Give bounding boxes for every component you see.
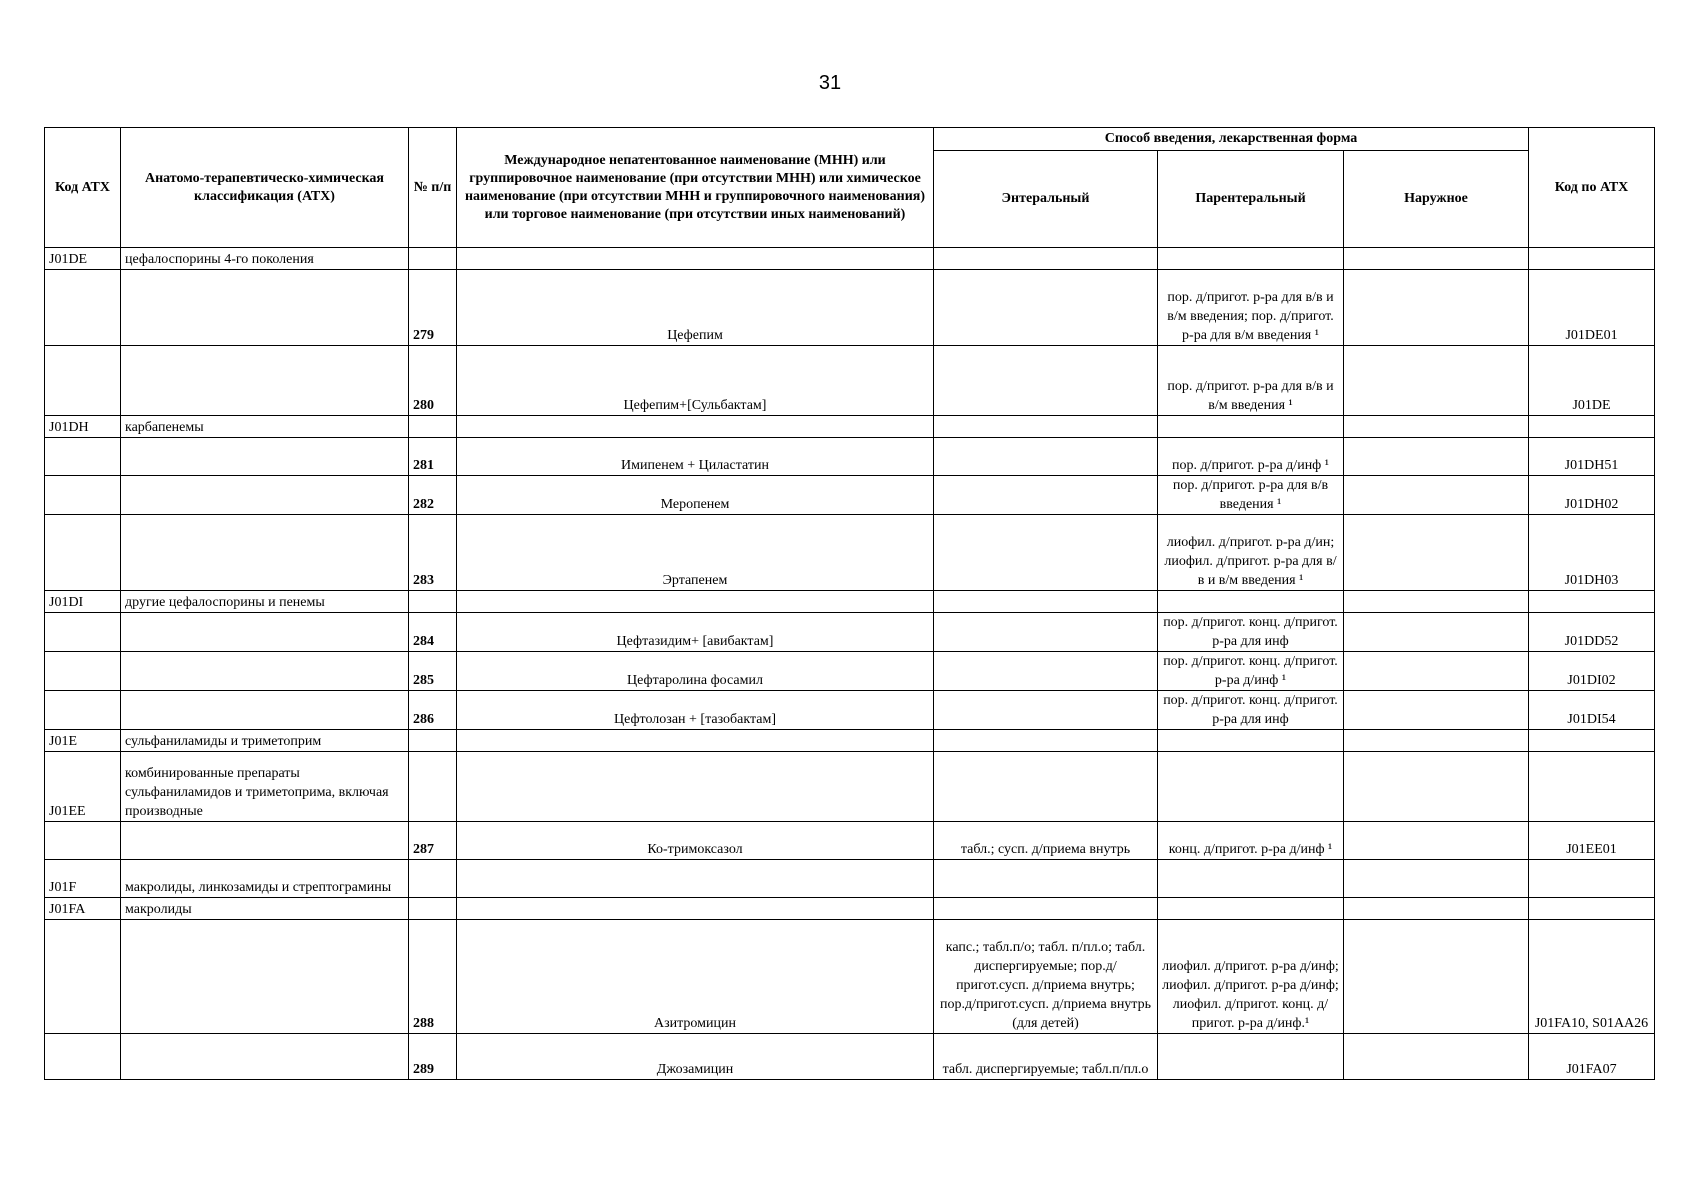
header-code: Код АТХ: [45, 128, 121, 248]
row-atx-code: J01DI54: [1529, 691, 1655, 730]
row-number: [409, 248, 457, 270]
header-parenteral: Парентеральный: [1158, 151, 1344, 248]
row-name: Цефепим+[Сульбактам]: [457, 346, 934, 416]
row-number: [409, 752, 457, 822]
row-number: [409, 591, 457, 613]
row-classification: макролиды: [121, 898, 409, 920]
table-row: [45, 652, 1655, 691]
row-number: [409, 860, 457, 898]
table-row: [45, 613, 1655, 652]
row-number: 282: [409, 476, 457, 515]
row-name: Меропенем: [457, 476, 934, 515]
header-classification: Анатомо-терапевтическо-химическая классификация (АТХ): [121, 128, 409, 248]
row-code: [45, 438, 121, 476]
row-number: [409, 416, 457, 438]
row-external: [1344, 346, 1529, 416]
row-atx-code: J01DE01: [1529, 270, 1655, 346]
row-external: [1344, 515, 1529, 591]
row-parenteral: [1158, 248, 1344, 270]
row-code: J01E: [45, 730, 121, 752]
row-external: [1344, 476, 1529, 515]
row-atx-code: [1529, 248, 1655, 270]
row-enteral: [934, 515, 1158, 591]
table-row: [45, 730, 1655, 752]
row-enteral: [934, 652, 1158, 691]
table-row: [45, 591, 1655, 613]
row-code: [45, 691, 121, 730]
row-number: 284: [409, 613, 457, 652]
row-external: [1344, 920, 1529, 1034]
row-enteral: [934, 691, 1158, 730]
row-classification: [121, 438, 409, 476]
row-external: [1344, 591, 1529, 613]
row-code: J01EE: [45, 752, 121, 822]
table-row: [45, 270, 1655, 346]
row-enteral: [934, 898, 1158, 920]
row-parenteral: [1158, 416, 1344, 438]
row-classification: другие цефалоспорины и пенемы: [121, 591, 409, 613]
row-parenteral: пор. д/пригот. р-ра для в/в введения ¹: [1158, 476, 1344, 515]
row-classification: [121, 270, 409, 346]
row-parenteral: пор. д/пригот. конц. д/пригот. р-ра для инф: [1158, 613, 1344, 652]
row-classification: [121, 652, 409, 691]
row-external: [1344, 752, 1529, 822]
row-code: [45, 346, 121, 416]
row-parenteral: [1158, 730, 1344, 752]
row-classification: [121, 822, 409, 860]
row-parenteral: пор. д/пригот. р-ра для в/в и в/м введения; пор. д/пригот. р-ра для в/м введения ¹: [1158, 270, 1344, 346]
header-name: Международное непатентованное наименование (МНН) или группировочное наименование (при отсутствии МНН) или химическое наименование (при отсутствии МНН и группировочного наименования) или торговое наименование (при отсутствии иных наименований): [457, 128, 934, 248]
table-row: [45, 346, 1655, 416]
row-atx-code: [1529, 591, 1655, 613]
header-enteral: Энтеральный: [934, 151, 1158, 248]
row-code: J01FA: [45, 898, 121, 920]
row-atx-code: [1529, 416, 1655, 438]
row-atx-code: J01FA10, S01AA26: [1529, 920, 1655, 1034]
row-name: [457, 752, 934, 822]
row-atx-code: [1529, 898, 1655, 920]
row-parenteral: пор. д/пригот. конц. д/пригот. р-ра для инф: [1158, 691, 1344, 730]
table-row: [45, 1034, 1655, 1080]
row-atx-code: J01DH03: [1529, 515, 1655, 591]
table-row: [45, 438, 1655, 476]
table-row: [45, 822, 1655, 860]
row-enteral: капс.; табл.п/о; табл. п/пл.о; табл. диспергируемые; пор.д/пригот.сусп. д/приема внутрь; пор.д/пригот.сусп. д/приема внутрь (для детей): [934, 920, 1158, 1034]
row-atx-code: J01EE01: [1529, 822, 1655, 860]
row-code: [45, 515, 121, 591]
row-number: 289: [409, 1034, 457, 1080]
row-code: J01F: [45, 860, 121, 898]
row-parenteral: лиофил. д/пригот. р-ра д/ин; лиофил. д/пригот. р-ра для в/в и в/м введения ¹: [1158, 515, 1344, 591]
row-enteral: [934, 270, 1158, 346]
row-code: [45, 822, 121, 860]
row-enteral: [934, 860, 1158, 898]
row-atx-code: [1529, 730, 1655, 752]
row-enteral: [934, 248, 1158, 270]
header-atx-code: Код по АТХ: [1529, 128, 1655, 248]
row-code: [45, 613, 121, 652]
row-parenteral: [1158, 752, 1344, 822]
header-external: Наружное: [1344, 151, 1529, 248]
row-parenteral: пор. д/пригот. конц. д/пригот. р-ра д/инф ¹: [1158, 652, 1344, 691]
row-enteral: [934, 346, 1158, 416]
row-atx-code: J01DI02: [1529, 652, 1655, 691]
table-row: [45, 248, 1655, 270]
row-name: Джозамицин: [457, 1034, 934, 1080]
row-enteral: [934, 591, 1158, 613]
row-atx-code: J01DD52: [1529, 613, 1655, 652]
row-classification: макролиды, линкозамиды и стрептограмины: [121, 860, 409, 898]
row-classification: [121, 920, 409, 1034]
row-name: [457, 416, 934, 438]
row-parenteral: [1158, 898, 1344, 920]
row-external: [1344, 822, 1529, 860]
row-parenteral: [1158, 1034, 1344, 1080]
row-enteral: [934, 730, 1158, 752]
row-classification: [121, 476, 409, 515]
row-code: [45, 652, 121, 691]
row-enteral: табл.; сусп. д/приема внутрь: [934, 822, 1158, 860]
row-atx-code: J01DE: [1529, 346, 1655, 416]
row-code: J01DI: [45, 591, 121, 613]
row-enteral: [934, 416, 1158, 438]
row-external: [1344, 730, 1529, 752]
row-number: 280: [409, 346, 457, 416]
row-code: [45, 920, 121, 1034]
row-number: 281: [409, 438, 457, 476]
row-atx-code: J01DH51: [1529, 438, 1655, 476]
row-external: [1344, 248, 1529, 270]
row-number: [409, 730, 457, 752]
row-number: 288: [409, 920, 457, 1034]
row-parenteral: пор. д/пригот. р-ра для в/в и в/м введения ¹: [1158, 346, 1344, 416]
row-number: 283: [409, 515, 457, 591]
row-enteral: табл. диспергируемые; табл.п/пл.о: [934, 1034, 1158, 1080]
row-parenteral: конц. д/пригот. р-ра д/инф ¹: [1158, 822, 1344, 860]
row-number: 285: [409, 652, 457, 691]
row-name: Цефепим: [457, 270, 934, 346]
table-row: [45, 920, 1655, 1034]
row-name: Цефтолозан + [тазобактам]: [457, 691, 934, 730]
row-enteral: [934, 476, 1158, 515]
row-code: [45, 476, 121, 515]
row-name: Ко-тримоксазол: [457, 822, 934, 860]
row-external: [1344, 1034, 1529, 1080]
row-code: J01DH: [45, 416, 121, 438]
row-atx-code: [1529, 860, 1655, 898]
row-external: [1344, 270, 1529, 346]
row-classification: [121, 613, 409, 652]
row-external: [1344, 898, 1529, 920]
row-name: Эртапенем: [457, 515, 934, 591]
row-classification: [121, 1034, 409, 1080]
row-code: [45, 1034, 121, 1080]
table-row: [45, 752, 1655, 822]
row-classification: комбинированные препараты сульфаниламидов и триметоприма, включая производные: [121, 752, 409, 822]
row-atx-code: [1529, 752, 1655, 822]
header-route-group: Способ введения, лекарственная форма: [934, 128, 1529, 151]
row-classification: карбапенемы: [121, 416, 409, 438]
row-classification: сульфаниламиды и триметоприм: [121, 730, 409, 752]
row-parenteral: пор. д/пригот. р-ра д/инф ¹: [1158, 438, 1344, 476]
table-row: [45, 515, 1655, 591]
row-name: Имипенем + Циластатин: [457, 438, 934, 476]
row-external: [1344, 416, 1529, 438]
row-atx-code: J01DH02: [1529, 476, 1655, 515]
row-name: Цефтаролина фосамил: [457, 652, 934, 691]
row-number: 287: [409, 822, 457, 860]
row-name: [457, 591, 934, 613]
row-atx-code: J01FA07: [1529, 1034, 1655, 1080]
row-parenteral: [1158, 860, 1344, 898]
table-row: [45, 860, 1655, 898]
table-row: [45, 898, 1655, 920]
row-name: [457, 898, 934, 920]
row-parenteral: лиофил. д/пригот. р-ра д/инф; лиофил. д/пригот. р-ра д/инф; лиофил. д/пригот. конц. д/пригот. р-ра д/инф.¹: [1158, 920, 1344, 1034]
row-code: J01DE: [45, 248, 121, 270]
table-row: [45, 691, 1655, 730]
table-row: [45, 416, 1655, 438]
row-name: Цефтазидим+ [авибактам]: [457, 613, 934, 652]
row-enteral: [934, 613, 1158, 652]
row-classification: цефалоспорины 4-го поколения: [121, 248, 409, 270]
row-external: [1344, 652, 1529, 691]
row-name: Азитромицин: [457, 920, 934, 1034]
header-number: № п/п: [409, 128, 457, 248]
row-classification: [121, 346, 409, 416]
drug-table: [44, 127, 1655, 1080]
row-parenteral: [1158, 591, 1344, 613]
row-enteral: [934, 438, 1158, 476]
row-name: [457, 730, 934, 752]
row-classification: [121, 691, 409, 730]
row-number: [409, 898, 457, 920]
table-row: [45, 476, 1655, 515]
row-code: [45, 270, 121, 346]
row-external: [1344, 438, 1529, 476]
row-name: [457, 860, 934, 898]
row-number: 279: [409, 270, 457, 346]
row-external: [1344, 860, 1529, 898]
row-name: [457, 248, 934, 270]
page-number: 31: [818, 72, 842, 94]
row-classification: [121, 515, 409, 591]
row-external: [1344, 613, 1529, 652]
row-enteral: [934, 752, 1158, 822]
row-external: [1344, 691, 1529, 730]
row-number: 286: [409, 691, 457, 730]
